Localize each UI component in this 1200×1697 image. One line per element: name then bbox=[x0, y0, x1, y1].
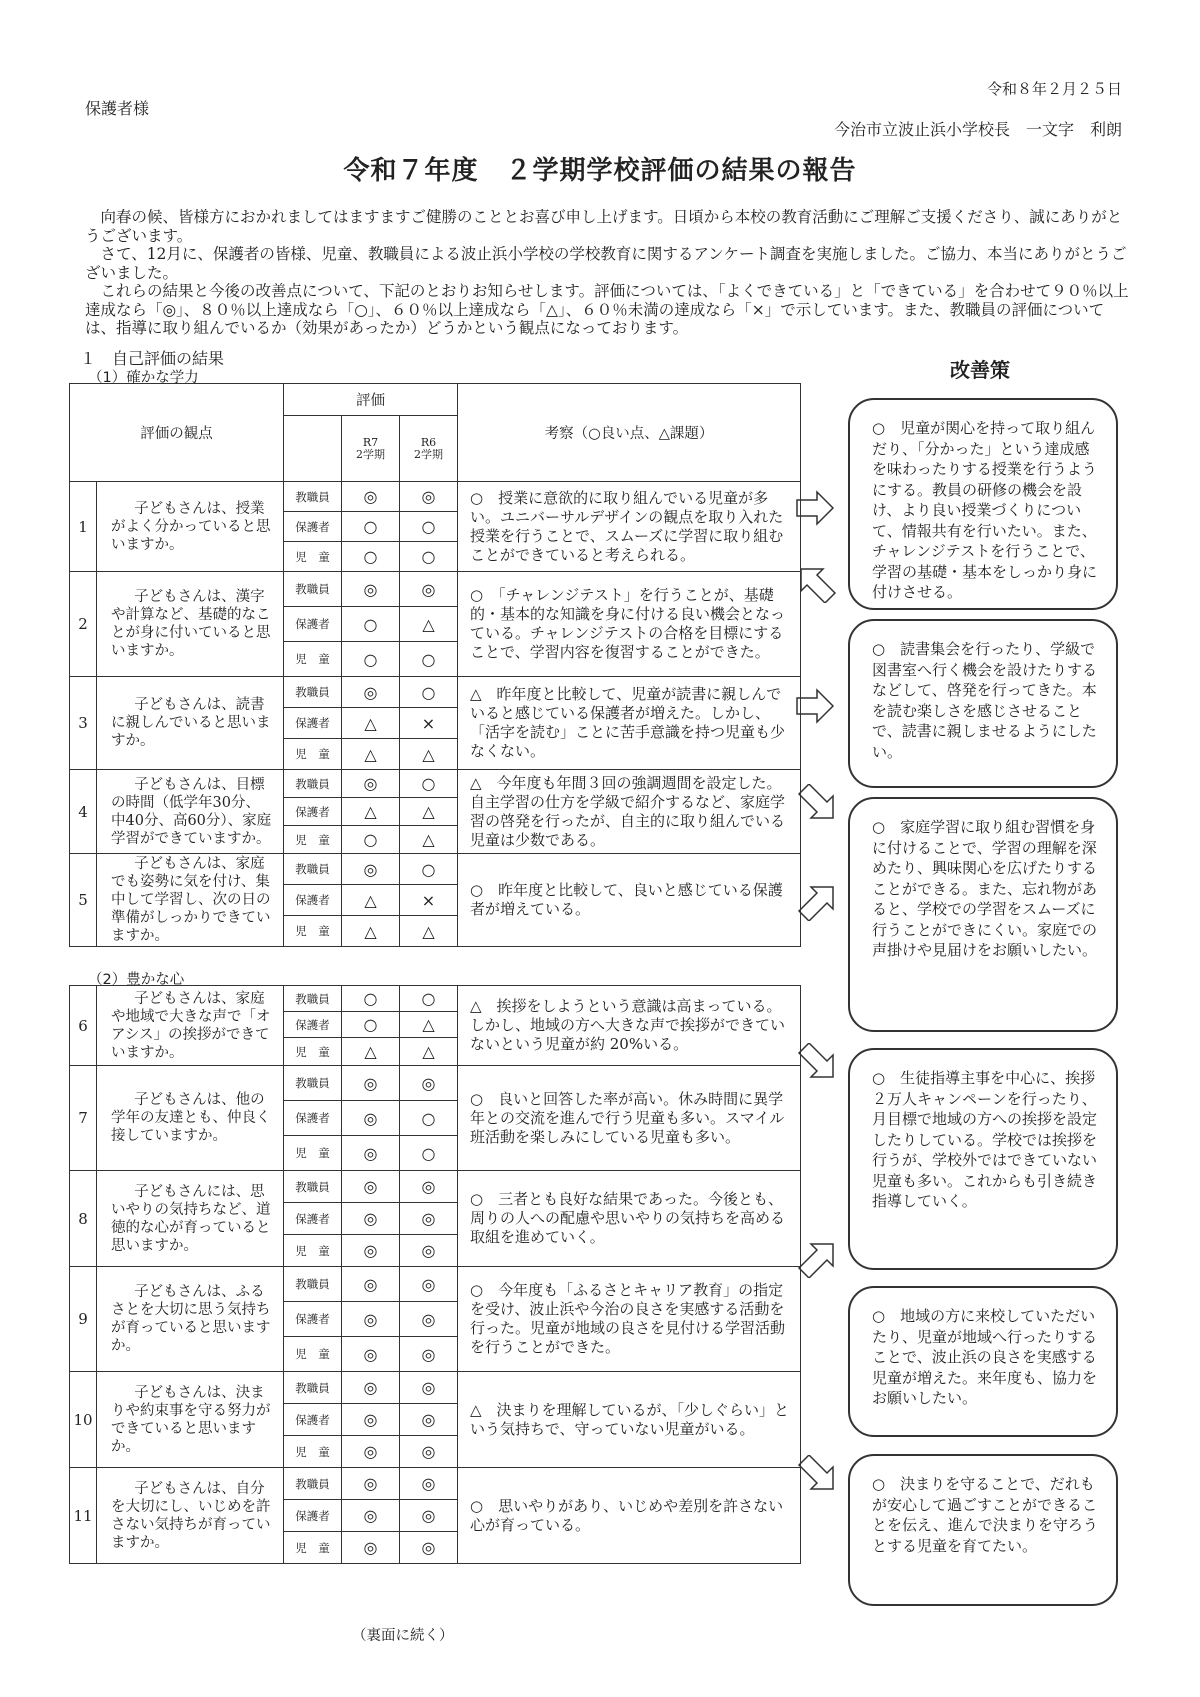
r7-rating: △ bbox=[342, 798, 400, 826]
item-number: 9 bbox=[70, 1267, 97, 1372]
table-row bbox=[70, 1372, 801, 1404]
table-row bbox=[70, 482, 801, 512]
continued-note: （裏面に続く） bbox=[352, 1628, 454, 1644]
r7-rating: △ bbox=[342, 885, 400, 916]
r6-rating: ◎ bbox=[400, 1436, 458, 1468]
comment-cell: ○ 思いやりがあり、いじめや差別を許さない心が育っている。 bbox=[458, 1468, 801, 1564]
comment-header: 考察（○良い点、△課題） bbox=[458, 384, 801, 482]
respondent-label: 児 童 bbox=[284, 916, 342, 947]
respondent-label: 保護者 bbox=[284, 1203, 342, 1235]
subsection-heading: （2）豊かな心 bbox=[88, 972, 185, 988]
respondent-label: 保護者 bbox=[284, 1404, 342, 1436]
respondent-label: 児 童 bbox=[284, 826, 342, 854]
question-cell bbox=[97, 1171, 284, 1267]
evaluation-table-academic bbox=[69, 383, 801, 947]
r6-rating: ○ bbox=[400, 770, 458, 798]
intro-paragraph: さて、12月に、保護者の皆様、児童、教職員による波止浜小学校の学校教育に関するアンケート調査を実施しました。ご協力、本当にありがとうございました。 bbox=[85, 245, 1127, 282]
respondent-label: 児 童 bbox=[284, 739, 342, 770]
question-text: 子どもさんは、決まりや約束事を守る努力ができていると思いますか。 bbox=[111, 1384, 271, 1455]
item-number: 4 bbox=[70, 770, 97, 854]
question-text: 子どもさんは、他の学年の友達とも、仲良く接していますか。 bbox=[111, 1092, 271, 1144]
r6-header: R6 2学期 bbox=[400, 416, 458, 482]
respondent-label: 児 童 bbox=[284, 1436, 342, 1468]
table-row bbox=[70, 770, 801, 798]
improvement-box: ○ 家庭学習に取り組む習慣を身に付けることで、学習の理解を深めたり、興味関心を広げたりすることができる。また、忘れ物があると、学校での学習をスムーズに行うことができにくい。家庭での声掛けや見届けをお願いしたい。 bbox=[848, 797, 1118, 1032]
table-row bbox=[70, 1066, 801, 1101]
r6-rating: ◎ bbox=[400, 1203, 458, 1235]
comment-cell: ○ 授業に意欲的に取り組んでいる児童が多い。ユニバーサルデザインの観点を取り入れた授業を行うことで、スムーズに学習に取り組むことができていると考えられる。 bbox=[458, 482, 801, 572]
r7-rating: ○ bbox=[342, 642, 400, 677]
comment-cell: △ 決まりを理解しているが、「少しぐらい」という気持ちで、守っていない児童がいる。 bbox=[458, 1372, 801, 1468]
improvement-box: ○ 地域の方に来校していただいたり、児童が地域へ行ったりすることで、波止浜の良さを実感する児童が増えた。来年度も、協力をお願いしたい。 bbox=[848, 1286, 1118, 1437]
table-row bbox=[70, 572, 801, 607]
comment-cell: △ 今年度も年間３回の強調週間を設定した。自主学習の仕方を学級で紹介するなど、家庭学習の啓発を行ったが、自主的に取り組んでいる児童は少数である。 bbox=[458, 770, 801, 854]
respondent-label: 児 童 bbox=[284, 1136, 342, 1171]
respondent-label: 保護者 bbox=[284, 1302, 342, 1337]
section-heading: １ 自己評価の結果 bbox=[80, 349, 225, 368]
table-row bbox=[70, 677, 801, 708]
r7-rating: ◎ bbox=[342, 1235, 400, 1267]
up-left-arrow-icon bbox=[797, 567, 837, 603]
respondent-label: 児 童 bbox=[284, 1038, 342, 1066]
subsection-heading: （1）確かな学力 bbox=[88, 370, 199, 386]
question-text: 子どもさんは、自分を大切にし、いじめを許さない気持ちが育っていますか。 bbox=[111, 1480, 271, 1551]
intro-paragraph: 向春の候、皆様方におかれましてはますますご健勝のこととお喜び申し上げます。日頃から本校の教育活動にご理解ご支援くださり、誠にありがとうございます。 bbox=[85, 208, 1123, 245]
r7-rating: ◎ bbox=[342, 1101, 400, 1136]
up-right-arrow-icon bbox=[797, 885, 837, 921]
down-right-arrow-icon bbox=[797, 784, 837, 820]
respondent-label: 教職員 bbox=[284, 482, 342, 512]
question-cell bbox=[97, 1066, 284, 1171]
r7-rating: ◎ bbox=[342, 677, 400, 708]
r7-rating: △ bbox=[342, 739, 400, 770]
r7-rating: ◎ bbox=[342, 854, 400, 885]
r6-rating: ○ bbox=[400, 1136, 458, 1171]
item-number: 6 bbox=[70, 986, 97, 1066]
r6-rating: △ bbox=[400, 916, 458, 947]
question-text: 子どもさんは、家庭や地域で大きな声で「オアシス」の挨拶ができていますか。 bbox=[111, 990, 271, 1061]
r7-rating: ◎ bbox=[342, 1404, 400, 1436]
r6-rating: ○ bbox=[400, 1101, 458, 1136]
respondent-label: 保護者 bbox=[284, 708, 342, 739]
r6-rating: × bbox=[400, 708, 458, 739]
respondent-label: 教職員 bbox=[284, 1372, 342, 1404]
question-text: 子どもさんは、漢字や計算など、基礎的なことが身に付いていると思いますか。 bbox=[111, 589, 271, 659]
comment-cell: ○ 今年度も「ふるさとキャリア教育」の指定を受け、波止浜や今治の良さを実感する活動を行った。児童が地域の良さを見付ける学習活動を行うことができた。 bbox=[458, 1267, 801, 1372]
question-text: 子どもさんは、授業がよく分かっていると思いますか。 bbox=[111, 500, 271, 553]
r6-rating: ◎ bbox=[400, 1500, 458, 1532]
r7-rating: △ bbox=[342, 1038, 400, 1066]
r6-rating: ◎ bbox=[400, 1171, 458, 1203]
respondent-label: 保護者 bbox=[284, 607, 342, 642]
r7-rating: ◎ bbox=[342, 1171, 400, 1203]
respondent-label: 保護者 bbox=[284, 1012, 342, 1038]
table-row bbox=[70, 1468, 801, 1500]
question-cell bbox=[97, 572, 284, 677]
respondent-label: 教職員 bbox=[284, 572, 342, 607]
item-number: 3 bbox=[70, 677, 97, 770]
item-number: 1 bbox=[70, 482, 97, 572]
r7-rating: ◎ bbox=[342, 1267, 400, 1302]
comment-cell: ○ 「チャレンジテスト」を行うことが、基礎的・基本的な知識を身に付ける良い機会となっている。チャレンジテストの合格を目標にすることで、学習内容を復習することができた。 bbox=[458, 572, 801, 677]
question-cell bbox=[97, 770, 284, 854]
sender: 今治市立波止浜小学校長 一文字 利朗 bbox=[833, 120, 1122, 139]
r6-rating: ◎ bbox=[400, 1372, 458, 1404]
respondent-label: 保護者 bbox=[284, 885, 342, 916]
respondent-label: 教職員 bbox=[284, 1066, 342, 1101]
question-cell bbox=[97, 482, 284, 572]
table-row bbox=[70, 1267, 801, 1302]
r6-rating: △ bbox=[400, 1012, 458, 1038]
r7-rating: ◎ bbox=[342, 1532, 400, 1564]
question-text: 子どもさんは、ふるさとを大切に思う気持ちが育っていると思いますか。 bbox=[111, 1284, 271, 1354]
evaluation-table-heart bbox=[69, 985, 801, 1564]
r6-rating: ○ bbox=[400, 854, 458, 885]
right-arrow-icon bbox=[795, 490, 835, 526]
r6-rating: △ bbox=[400, 798, 458, 826]
r6-rating: ◎ bbox=[400, 572, 458, 607]
improvement-box: ○ 生徒指導主事を中心に、挨拶２万人キャンペーンを行ったり、月目標で地域の方への挨拶を設定したりしている。学校では挨拶を行うが、学校外ではできていない児童も多い。これからも引き続き指導していく。 bbox=[848, 1048, 1118, 1270]
intro-paragraph: これらの結果と今後の改善点について、下記のとおりお知らせします。評価については、「よくできている」と「できている」を合わせて９０％以上達成なら「◎」、８０％以上達成なら「○」、６０％以上達成なら「△」、６０％未満の達成なら「×」で示しています。また、教職員の評価については、指導に取り組んでいるか（効果があったか）どうかという観点になっております。 bbox=[85, 282, 1129, 337]
r6-rating: ◎ bbox=[400, 1468, 458, 1500]
r7-rating: ◎ bbox=[342, 1436, 400, 1468]
r7-rating: ◎ bbox=[342, 1372, 400, 1404]
improvements-heading: 改善策 bbox=[950, 358, 1010, 382]
question-cell bbox=[97, 1372, 284, 1468]
item-number: 11 bbox=[70, 1468, 97, 1564]
comment-cell: ○ 良いと回答した率が高い。休み時間に異学年との交流を進んで行う児童も多い。スマイル班活動を楽しみにしている児童も多い。 bbox=[458, 1066, 801, 1171]
issue-date: 令和８年２月２５日 bbox=[986, 80, 1122, 98]
r7-rating: ◎ bbox=[342, 1136, 400, 1171]
r6-rating: ○ bbox=[400, 677, 458, 708]
r6-rating: ○ bbox=[400, 542, 458, 572]
page-title: 令和７年度 ２学期学校評価の結果の報告 bbox=[343, 156, 857, 186]
intro-text bbox=[85, 208, 1130, 338]
respondent-label: 教職員 bbox=[284, 1267, 342, 1302]
question-text: 子どもさんは、読書に親しんでいると思いますか。 bbox=[111, 697, 271, 749]
respondent-label: 教職員 bbox=[284, 854, 342, 885]
respondent-label: 児 童 bbox=[284, 542, 342, 572]
item-number: 10 bbox=[70, 1372, 97, 1468]
r7-rating: ◎ bbox=[342, 1500, 400, 1532]
respondent-label: 教職員 bbox=[284, 1468, 342, 1500]
r7-rating: ◎ bbox=[342, 1066, 400, 1101]
r7-rating: ○ bbox=[342, 607, 400, 642]
rating-header: 評価 bbox=[284, 384, 458, 416]
r7-rating: ◎ bbox=[342, 1302, 400, 1337]
question-text: 子どもさんには、思いやりの気持ちなど、道徳的な心が育っていると思いますか。 bbox=[111, 1183, 271, 1254]
r7-rating: ◎ bbox=[342, 1468, 400, 1500]
r6-rating: ◎ bbox=[400, 1235, 458, 1267]
up-right-arrow-icon bbox=[797, 1242, 837, 1278]
r6-rating: ◎ bbox=[400, 1337, 458, 1372]
comment-cell: ○ 三者とも良好な結果であった。今後とも、周りの人への配慮や思いやりの気持ちを高める取組を進めていく。 bbox=[458, 1171, 801, 1267]
r6-rating: ○ bbox=[400, 986, 458, 1012]
r7-rating: ○ bbox=[342, 1012, 400, 1038]
r7-rating: ◎ bbox=[342, 1203, 400, 1235]
improvement-box: ○ 読書集会を行ったり、学級で図書室へ行く機会を設けたりするなどして、啓発を行ってきた。本を読む楽しさを感じさせることで、読書に親しませるようにしたい。 bbox=[848, 619, 1118, 788]
comment-cell: ○ 昨年度と比較して、良いと感じている保護者が増えている。 bbox=[458, 854, 801, 947]
table-row bbox=[70, 986, 801, 1012]
respondent-label: 児 童 bbox=[284, 1532, 342, 1564]
item-number: 8 bbox=[70, 1171, 97, 1267]
recipient: 保護者様 bbox=[85, 99, 150, 118]
r7-rating: ○ bbox=[342, 542, 400, 572]
question-text: 子どもさんは、目標の時間（低学年30分、中40分、高60分）、家庭学習ができていますか。 bbox=[111, 776, 272, 847]
r6-rating: ◎ bbox=[400, 1066, 458, 1101]
respondent-label: 教職員 bbox=[284, 1171, 342, 1203]
r7-rating: ◎ bbox=[342, 1337, 400, 1372]
r7-rating: ○ bbox=[342, 512, 400, 542]
item-number: 7 bbox=[70, 1066, 97, 1171]
respondent-label: 保護者 bbox=[284, 512, 342, 542]
table-row bbox=[70, 854, 801, 885]
r6-rating: ◎ bbox=[400, 1532, 458, 1564]
improvement-box: ○ 児童が関心を持って取り組んだり、「分かった」という達成感を味わったりする授業を行うようにする。教員の研修の機会を設け、より良い授業づくりについて、情報共有を行いたい。また、チャレンジテストを行うことで、学習の基礎・基本をしっかり身に付けさせる。 bbox=[848, 398, 1118, 610]
r7-rating: ◎ bbox=[342, 572, 400, 607]
question-cell bbox=[97, 986, 284, 1066]
r6-rating: × bbox=[400, 885, 458, 916]
r7-rating: △ bbox=[342, 916, 400, 947]
respondent-label: 保護者 bbox=[284, 1500, 342, 1532]
comment-cell: △ 昨年度と比較して、児童が読書に親しんでいると感じている保護者が増えた。しかし、「活字を読む」ことに苦手意識を持つ児童も少なくない。 bbox=[458, 677, 801, 770]
question-text: 子どもさんは、家庭でも姿勢に気を付け、集中して学習し、次の日の準備がしっかりできていますか。 bbox=[111, 856, 271, 944]
question-cell bbox=[97, 677, 284, 770]
down-right-arrow-icon bbox=[797, 1455, 837, 1491]
r6-rating: △ bbox=[400, 607, 458, 642]
respondent-label: 保護者 bbox=[284, 1101, 342, 1136]
r7-rating: ◎ bbox=[342, 770, 400, 798]
r6-rating: ◎ bbox=[400, 1267, 458, 1302]
respondent-label: 児 童 bbox=[284, 642, 342, 677]
respondent-label: 保護者 bbox=[284, 798, 342, 826]
improvement-box: ○ 決まりを守ることで、だれもが安心して過ごすことができることを伝え、進んで決まりを守ろうとする児童を育てたい。 bbox=[848, 1454, 1118, 1606]
r6-rating: △ bbox=[400, 739, 458, 770]
r7-rating: ○ bbox=[342, 986, 400, 1012]
r6-rating: △ bbox=[400, 826, 458, 854]
question-cell bbox=[97, 1468, 284, 1564]
r6-rating: ◎ bbox=[400, 482, 458, 512]
r6-rating: ◎ bbox=[400, 1302, 458, 1337]
respondent-label: 児 童 bbox=[284, 1337, 342, 1372]
r7-rating: ○ bbox=[342, 826, 400, 854]
viewpoint-header: 評価の観点 bbox=[70, 384, 284, 482]
respondent-label: 教職員 bbox=[284, 770, 342, 798]
item-number: 2 bbox=[70, 572, 97, 677]
right-arrow-icon bbox=[795, 688, 835, 724]
r6-rating: △ bbox=[400, 1038, 458, 1066]
table-row bbox=[70, 1171, 801, 1203]
question-cell bbox=[97, 1267, 284, 1372]
r6-rating: ◎ bbox=[400, 1404, 458, 1436]
r7-header: R7 2学期 bbox=[342, 416, 400, 482]
r7-rating: ◎ bbox=[342, 482, 400, 512]
down-right-arrow-icon bbox=[797, 1043, 837, 1079]
respondent-label: 児 童 bbox=[284, 1235, 342, 1267]
r6-rating: ○ bbox=[400, 642, 458, 677]
item-number: 5 bbox=[70, 854, 97, 947]
respondent-label: 教職員 bbox=[284, 986, 342, 1012]
r6-rating: ○ bbox=[400, 512, 458, 542]
r7-rating: △ bbox=[342, 708, 400, 739]
comment-cell: △ 挨拶をしようという意識は高まっている。しかし、地域の方へ大きな声で挨拶ができていないという児童が約 20%いる。 bbox=[458, 986, 801, 1066]
respondent-label: 教職員 bbox=[284, 677, 342, 708]
question-cell bbox=[97, 854, 284, 947]
